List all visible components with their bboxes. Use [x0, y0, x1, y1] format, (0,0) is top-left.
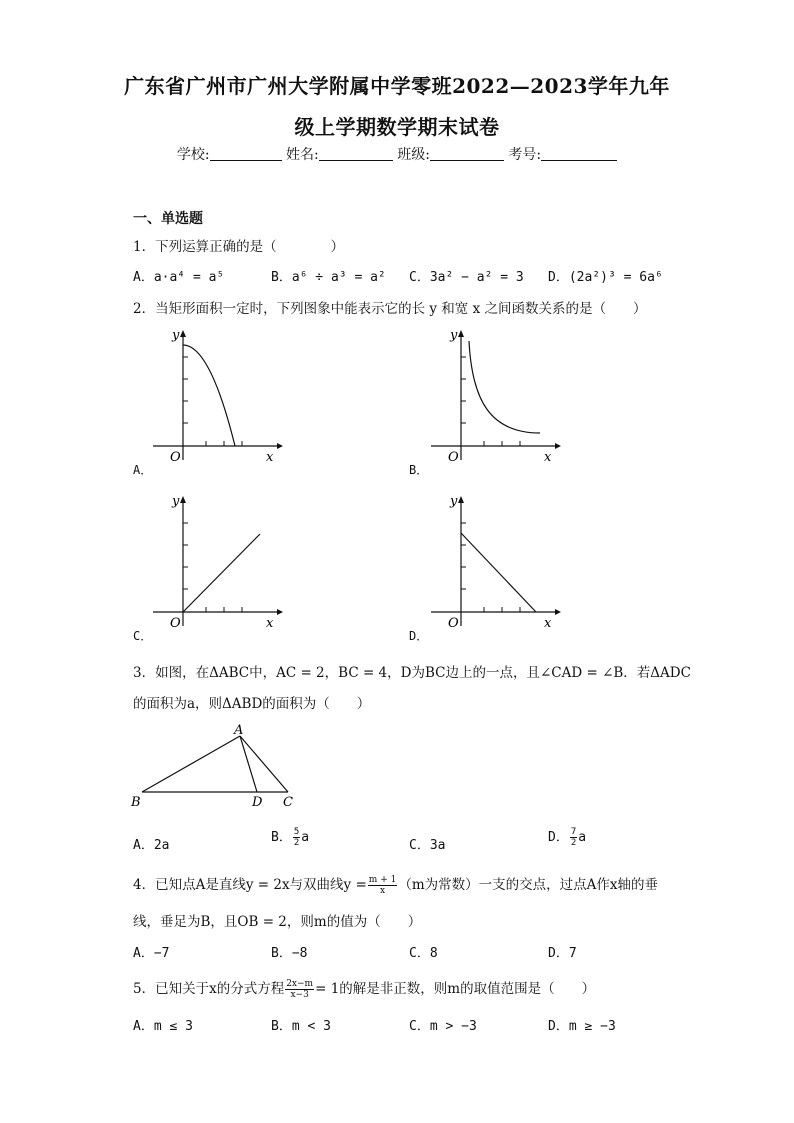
q2-option-d-label: D． [409, 629, 429, 643]
school-label: 学校: [176, 147, 210, 163]
q2-graph-a [150, 325, 285, 465]
q3-option-b-suffix: a [301, 830, 310, 845]
section-title: 一、单选题 [133, 211, 203, 227]
q3-point-c: C [283, 795, 293, 810]
q4-option-d: D．7 [548, 946, 577, 961]
q2-d-x-label: x [544, 616, 552, 631]
q4-text-line-1 [133, 873, 658, 896]
q2-b-y-label: y [450, 328, 458, 343]
q2-graph-d [428, 491, 563, 631]
q4-text-line-2: 线，垂足为B，且OB = 2，则m的值为（ ） [133, 914, 422, 930]
school-blank [210, 146, 282, 161]
exam-number-label: 考号: [508, 147, 542, 163]
q3-text-line-2: 的面积为a，则ΔABD的面积为（ ） [133, 696, 371, 712]
q3-option-d-denominator: 2 [570, 838, 577, 848]
q3-option-b-denominator: 2 [293, 838, 300, 848]
q4-option-a: A．−7 [133, 946, 170, 961]
q2-a-x-label: x [266, 450, 274, 465]
q2-option-a-label: A． [133, 463, 153, 477]
q3-option-d-prefix: D． [548, 830, 569, 845]
q5-text [133, 977, 595, 1000]
q2-c-x-label: x [266, 616, 274, 631]
q3-option-d-fraction [570, 827, 577, 848]
q5-option-a: A．m ≤ 3 [133, 1019, 193, 1034]
q4-option-c: C．8 [409, 946, 438, 961]
q2-a-origin-label: O [170, 450, 181, 465]
q3-point-d: D [252, 795, 263, 810]
q4-option-b: B．−8 [271, 946, 308, 961]
q2-d-y-label: y [450, 494, 458, 509]
q3-option-a: A．2a [133, 838, 170, 853]
q1-option-a: A．a·a⁴ = a⁵ [133, 270, 225, 285]
q5-text-part-1: 5．已知关于x的分式方程 [133, 981, 285, 997]
q2-option-c-label: C． [133, 629, 153, 643]
q3-option-d-numerator: 7 [570, 827, 577, 837]
q3-option-b-fraction [293, 827, 300, 848]
q5-text-part-2: = 1的解是非正数，则m的取值范围是（ ） [315, 981, 596, 997]
q2-text: 2．当矩形面积一定时，下列图象中能表示它的长 y 和宽 x 之间函数关系的是（ ） [133, 301, 647, 317]
title-line-1: 广东省广州市广州大学附属中学零班2022—2023学年九年 [124, 74, 670, 98]
q2-graph-c [150, 491, 285, 631]
q3-option-b-prefix: B． [271, 830, 292, 845]
q5-fraction-numerator: 2x−m [286, 979, 314, 989]
q2-graph-b [428, 325, 563, 465]
q1-option-d: D．(2a²)³ = 6a⁶ [548, 270, 663, 285]
q5-option-d: D．m ≥ −3 [548, 1019, 616, 1034]
q4-fraction-denominator: x [380, 886, 386, 896]
exam-number-blank [541, 146, 617, 161]
q3-point-a: A [234, 723, 244, 738]
q4-fraction-numerator: m + 1 [368, 875, 397, 885]
q5-fraction [285, 979, 314, 1000]
q4-fraction [368, 875, 398, 896]
name-blank [319, 146, 393, 161]
q2-a-y-label: y [172, 328, 180, 343]
title-line-2: 级上学期数学期末试卷 [294, 115, 500, 139]
q2-c-y-label: y [172, 494, 180, 509]
q3-triangle-figure [128, 722, 308, 812]
q5-fraction-denominator: x−3 [290, 990, 309, 1000]
student-info-row [0, 144, 794, 164]
class-label: 班级: [397, 147, 430, 163]
q3-option-b [271, 826, 309, 848]
q5-option-b: B．m < 3 [271, 1019, 331, 1034]
q3-point-b: B [131, 795, 141, 810]
q1-option-b: B．a⁶ ÷ a³ = a² [271, 270, 386, 285]
q3-option-c: C．3a [409, 838, 446, 853]
q3-option-d-suffix: a [578, 830, 587, 845]
q4-text-part-1: 4．已知点A是直线y = 2x与双曲线y = [133, 877, 367, 893]
q2-d-origin-label: O [448, 616, 459, 631]
q5-option-c: C．m > −3 [409, 1019, 477, 1034]
q3-text-line-1: 3．如图，在ΔABC中，AC = 2，BC = 4，D为BC边上的一点，且∠CAD = ∠B．若ΔADC [133, 665, 691, 681]
q2-b-x-label: x [544, 450, 552, 465]
q3-option-d [548, 826, 586, 848]
q1-text: 1．下列运算正确的是（ ） [133, 239, 345, 255]
q1-option-c: C．3a² − a² = 3 [409, 270, 524, 285]
name-label: 姓名: [286, 147, 319, 163]
q2-b-origin-label: O [448, 450, 459, 465]
q2-option-b-label: B． [409, 463, 429, 477]
class-blank [430, 146, 504, 161]
q4-text-part-2: （m为常数）一支的交点，过点A作x轴的垂 [398, 877, 658, 893]
q2-c-origin-label: O [170, 616, 181, 631]
q3-option-b-numerator: 5 [293, 827, 300, 837]
